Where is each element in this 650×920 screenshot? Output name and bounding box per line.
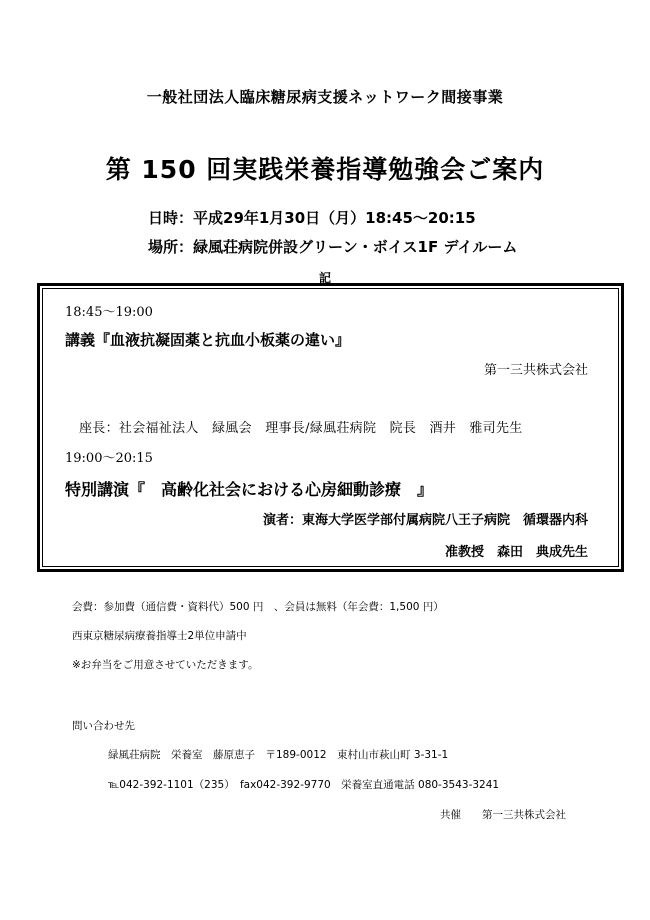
contact-heading: 問い合わせ先 xyxy=(72,720,135,732)
speaker-name: 准教授 森田 典成先生 xyxy=(444,545,588,560)
session1-lecture-title: 講義『血液抗凝固薬と抗血小板薬の違い』 xyxy=(65,331,351,349)
fee-note: 会費：参加費（通信費・資料代）500 円 、会員は無料（年会費：1,500 円） xyxy=(72,601,444,613)
credit-note: 西東京糖尿病療養指導士2単位申請中 xyxy=(72,630,247,642)
bento-note: ※お弁当をご用意させていただきます。 xyxy=(72,659,259,671)
chairperson: 座長：社会福祉法人 緑風会 理事長/緑風荘病院 院長 酒井 雅司先生 xyxy=(79,421,523,436)
session1-sponsor: 第一三共株式会社 xyxy=(483,363,588,378)
program-box xyxy=(37,283,624,572)
page-title: 第 150 回実践栄養指導勉強会ご案内 xyxy=(105,155,545,184)
event-place: 場所：緑風荘病院併設グリーン・ボイス1F デイルーム xyxy=(148,238,518,256)
contact-phone: ℡042-392-1101（235） fax042-392-9770 栄養室直通電話 080-3543-3241 xyxy=(108,779,500,791)
special-lecture-title: 特別講演『 高齢化社会における心房細動診療 』 xyxy=(65,480,434,499)
ki-mark: 記 xyxy=(319,271,332,285)
speaker-affiliation: 演者：東海大学医学部付属病院八王子病院 循環器内科 xyxy=(262,513,588,528)
session2-time: 19:00～20:15 xyxy=(65,451,153,466)
session1-time: 18:45～19:00 xyxy=(65,305,153,320)
organization-heading: 一般社団法人臨床糖尿病支援ネットワーク間接事業 xyxy=(146,88,504,106)
program-box-inner xyxy=(42,288,619,567)
event-datetime: 日時：平成29年1月30日（月）18:45～20:15 xyxy=(148,209,476,227)
contact-address: 緑風荘病院 栄養室 藤原恵子 〒189-0012 東村山市萩山町 3-31-1 xyxy=(108,749,449,761)
cohost: 共催 第一三共株式会社 xyxy=(440,809,566,821)
